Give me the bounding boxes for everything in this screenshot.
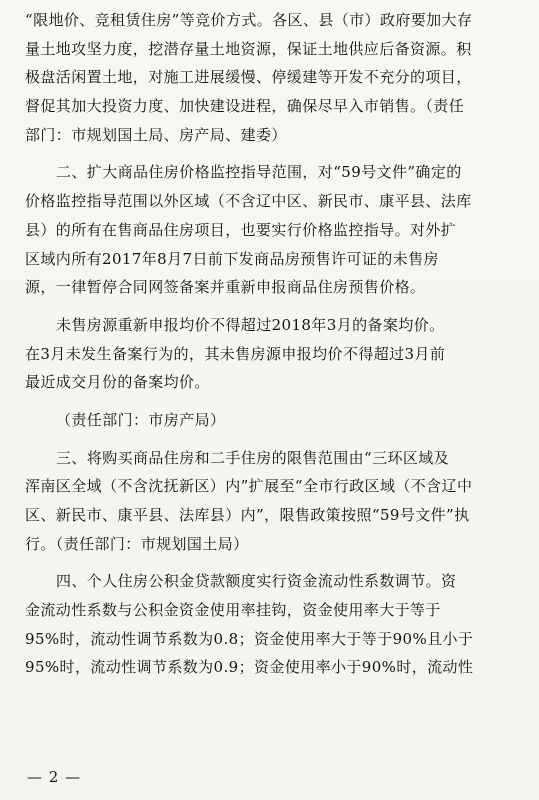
section-heading: 三、将购买商品住房和二手住房的限售范围由“三环区域及 bbox=[56, 448, 450, 467]
text-line: 浑南区全域（不含沈抚新区）内”扩展至“全市行政区域（不含辽中 bbox=[25, 477, 473, 496]
text-line: 价格监控指导范围以外区域（不含辽中区、新民市、康平县、法库 bbox=[25, 192, 472, 211]
text-line: 金流动性系数与公积金资金使用率挂钩，资金使用率大于等于 bbox=[25, 601, 441, 620]
text-line: 行。（责任部门：市规划国土局） bbox=[25, 534, 249, 553]
text-line: “限地价、竞租赁住房”等竞价方式。各区、县（市）政府要加大存 bbox=[25, 11, 473, 29]
text-line: 未售房源重新申报均价不得超过2018年3月的备案均价。 bbox=[56, 315, 445, 334]
text-line: 极盘活闲置土地，对施工进展缓慢、停缓建等开发不充分的项目， bbox=[25, 68, 472, 87]
page-number: — 2 — bbox=[27, 768, 82, 786]
text-line: 部门：市规划国土局、房产局、建委） bbox=[25, 125, 287, 144]
text-line: 量土地攻坚力度，挖潜存量土地资源，保证土地供应后备资源。积 bbox=[25, 39, 472, 58]
section-heading: 二、扩大商品住房价格监控指导范围，对“59号文件”确定的 bbox=[56, 163, 462, 182]
section-heading: 四、个人住房公积金贷款额度实行资金流动性系数调节。资 bbox=[56, 572, 457, 591]
text-line: 最近成交月份的备案均价。 bbox=[25, 373, 210, 392]
document-body bbox=[25, 6, 519, 682]
text-line: 在3月未发生备案行为的，其未售房源申报均价不得超过3月前 bbox=[25, 344, 446, 363]
text-line: 区域内所有2017年8月7日前下发商品房预售许可证的未售房 bbox=[25, 249, 439, 268]
text-line: 区、新民市、康平县、法库县）内”，限售政策按照“59号文件”执 bbox=[25, 506, 470, 524]
text-line: 95%时，流动性调节系数为0.9；资金使用率小于90%时，流动性 bbox=[25, 658, 474, 677]
text-line: 源，一律暂停合同网签备案并重新申报商品住房预售价格。 bbox=[25, 278, 426, 297]
text-line: 95%时，流动性调节系数为0.8；资金使用率大于等于90%且小于 bbox=[25, 629, 474, 648]
responsible-department: （责任部门：市房产局） bbox=[56, 410, 226, 429]
text-line: 县）的所有在售商品住房项目，也要实行价格监控指导。对外扩 bbox=[25, 220, 457, 239]
text-line: 督促其加大投资力度、加快建设进程，确保尽早入市销售。（责任 bbox=[25, 97, 465, 116]
